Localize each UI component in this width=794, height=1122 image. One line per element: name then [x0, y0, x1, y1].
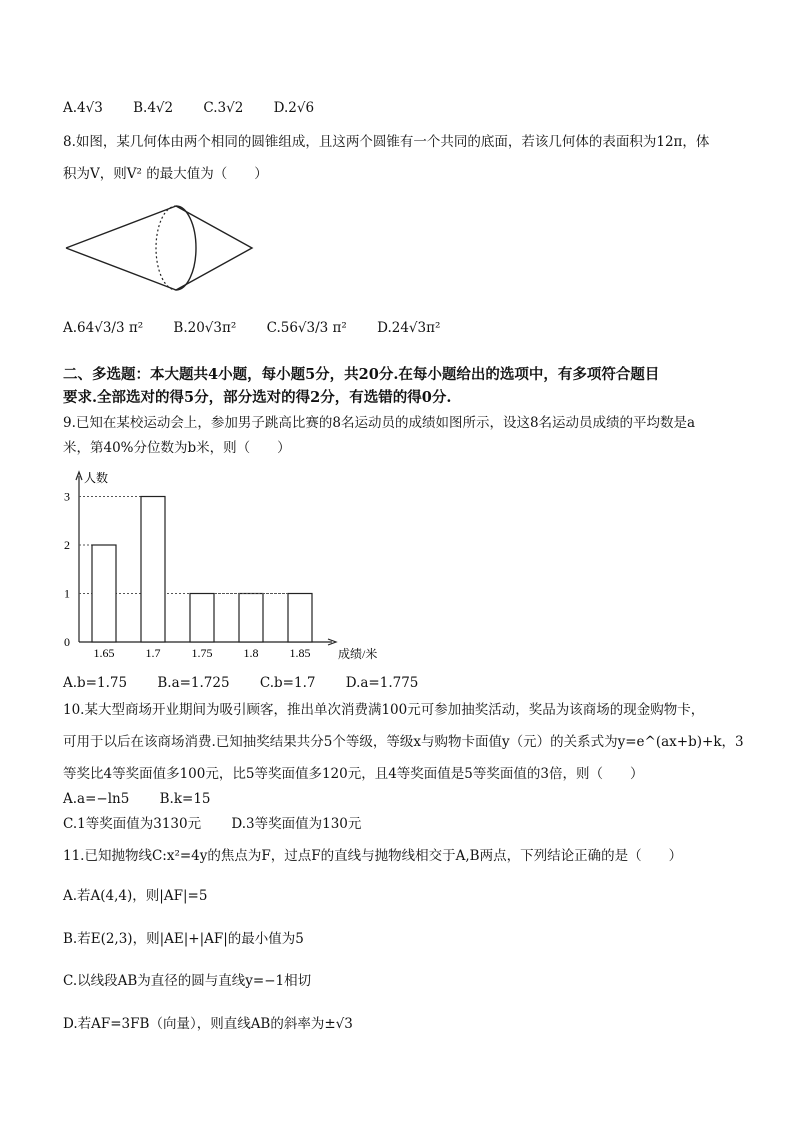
q10-stem-line1: 10.某大型商场开业期间为吸引顾客，推出单次消费满100元可参加抽奖活动，奖品为该商场的现金购物卡，	[63, 702, 705, 718]
q11-stem: 11.已知抛物线C:x²=4y的焦点为F，过点F的直线与抛物线相交于A,B两点，下列结论正确的是（ ）	[63, 848, 683, 864]
q10-options-row2	[63, 814, 387, 834]
q8-option-a: A.64√3/3 π²	[63, 320, 144, 336]
q9-option-a: A.b=1.75	[63, 675, 128, 691]
q10-option-a: A.a=−ln5	[63, 791, 130, 807]
bar-1.8	[239, 594, 263, 643]
q8-stem-line1: 8.如图，某几何体由两个相同的圆锥组成，且这两个圆锥有一个共同的底面，若该几何体的表面积为12π，体	[63, 134, 710, 150]
q10-options-row1	[63, 789, 237, 809]
q10-stem-line2: 可用于以后在该商场消费.已知抽奖结果共分5个等级，等级x与购物卡面值y（元）的关系式为y=e^(ax+b)+k，3	[63, 734, 744, 750]
x-tick-label-1.65: 1.65	[93, 646, 115, 660]
y-tick-label-1: 1	[64, 586, 70, 601]
y-tick-label-3: 3	[64, 489, 70, 504]
q9-option-d: D.a=1.775	[345, 675, 419, 691]
q9-option-b: B.a=1.725	[157, 675, 230, 691]
q10-option-d: D.3等奖面值为130元	[231, 816, 362, 832]
q10-option-b: B.k=15	[159, 791, 211, 807]
bar-1.75	[190, 594, 214, 643]
q10-stem-line3: 等奖比4等奖面值多100元，比5等奖面值多120元，且4等奖面值是5等奖面值的3倍，则（ ）	[63, 766, 644, 782]
double-cone-figure	[64, 200, 256, 296]
q9-options	[63, 673, 444, 693]
y-axis-label: 人数	[84, 471, 109, 485]
bar-1.85	[288, 594, 312, 643]
q8-options	[63, 318, 466, 338]
base-front-arc	[176, 206, 196, 290]
q7-option-a: A.4√3	[63, 100, 103, 116]
x-axis-label: 成绩/米	[338, 647, 378, 661]
q11-option-c: C.以线段AB为直径的圆与直线y=−1相切	[63, 973, 312, 989]
q7-options	[63, 98, 340, 118]
q7-option-b: B.4√2	[133, 100, 174, 116]
q9-stem-line1: 9.已知在某校运动会上，参加男子跳高比赛的8名运动员的成绩如图所示，设这8名运动员成绩的平均数是a	[63, 415, 696, 431]
x-tick-label-1.8: 1.8	[243, 646, 259, 660]
q8-stem-line2: 积为V，则V² 的最大值为（ ）	[63, 166, 268, 182]
q10-option-c: C.1等奖面值为3130元	[63, 816, 202, 832]
x-tick-label-1.7: 1.7	[145, 646, 161, 660]
q7-option-c: C.3√2	[203, 100, 244, 116]
bar-1.65	[92, 545, 116, 642]
x-tick-label-1.85: 1.85	[289, 646, 311, 660]
q9-option-c: C.b=1.7	[259, 675, 316, 691]
height-bar-chart	[60, 468, 390, 668]
cone-outline	[66, 206, 252, 290]
section2-heading-line1: 二、多选题：本大题共4小题，每小题5分，共20分.在每小题给出的选项中，有多项符合题目	[63, 366, 660, 383]
y-tick-label-2: 2	[64, 538, 70, 552]
bar-1.7	[141, 497, 165, 643]
q7-option-d: D.2√6	[273, 100, 315, 116]
q9-stem-line2: 米，第40%分位数为b米，则（ ）	[63, 440, 291, 456]
q8-option-d: D.24√3π²	[377, 320, 441, 336]
base-back-arc	[156, 206, 176, 290]
q8-option-b: B.20√3π²	[173, 320, 237, 336]
q8-option-c: C.56√3/3 π²	[266, 320, 347, 336]
q11-option-d: D.若AF=3FB（向量），则直线AB的斜率为±√3	[63, 1016, 353, 1032]
q11-option-b: B.若E(2,3)，则|AE|+|AF|的最小值为5	[63, 931, 304, 947]
q11-option-a: A.若A(4,4)，则|AF|=5	[63, 888, 208, 904]
section2-heading-line2: 要求.全部选对的得5分，部分选对的得2分，有选错的得0分.	[63, 389, 452, 406]
y-tick-label-0: 0	[64, 635, 70, 649]
x-tick-label-1.75: 1.75	[191, 646, 213, 660]
